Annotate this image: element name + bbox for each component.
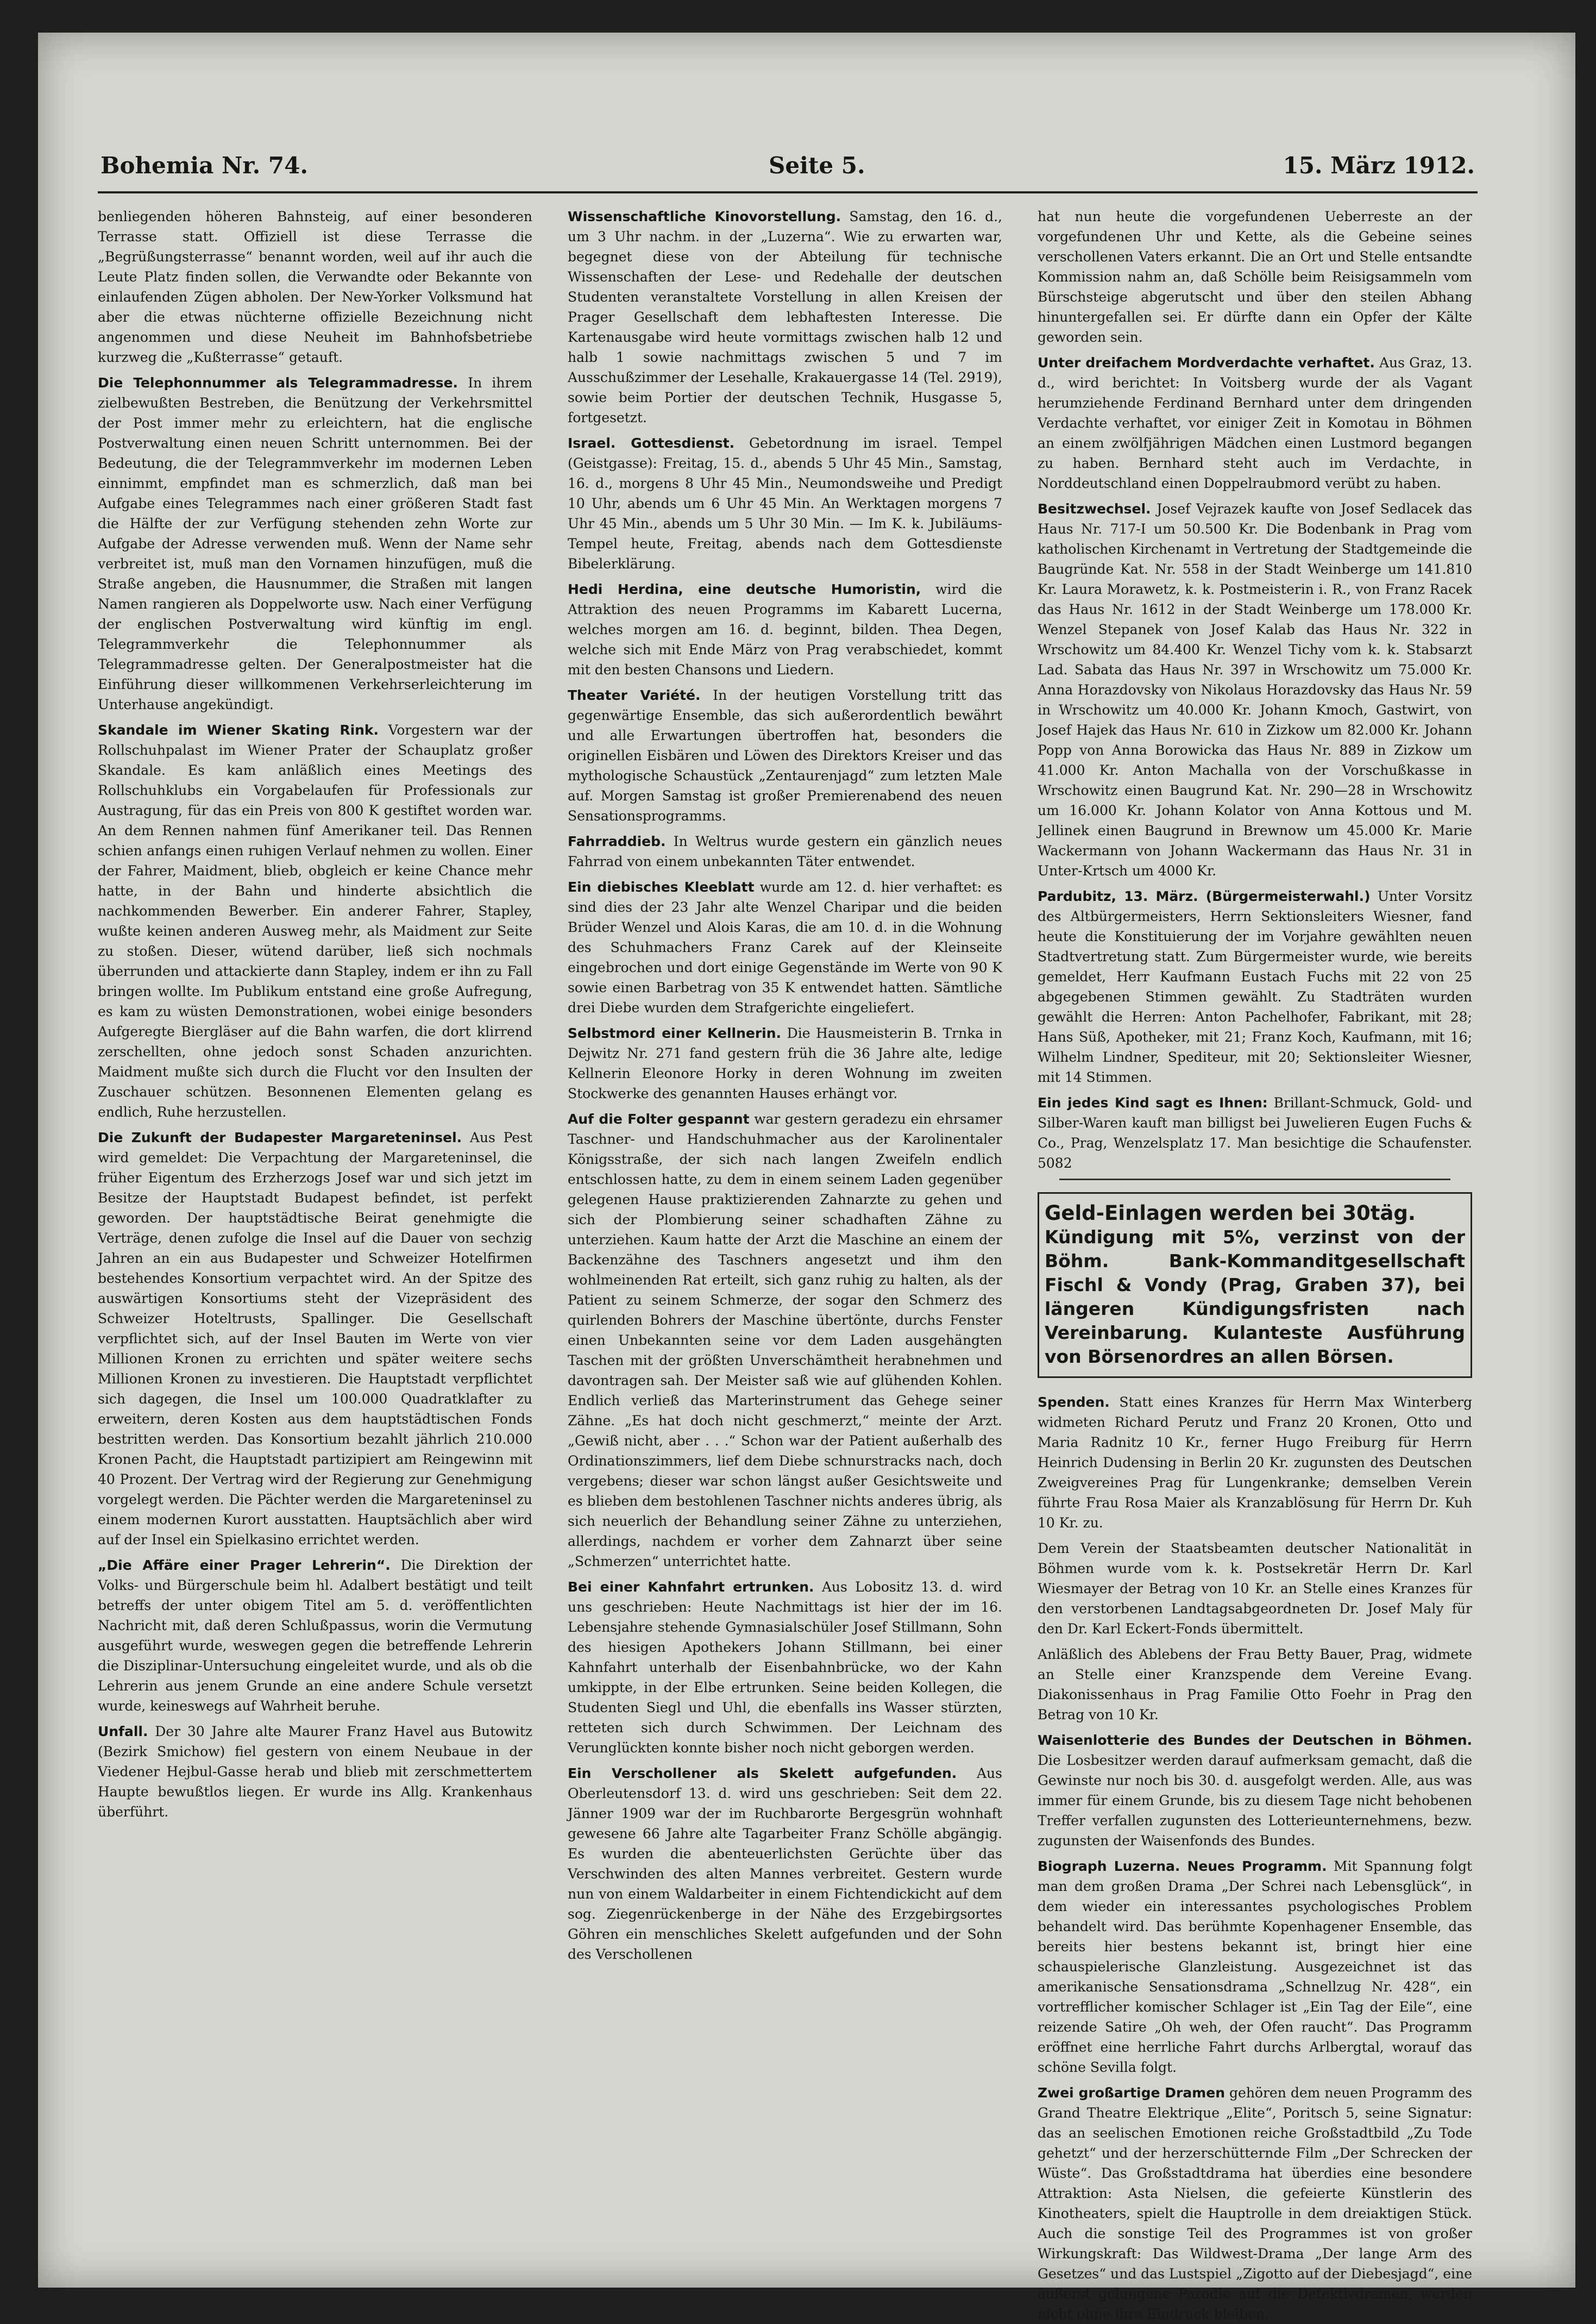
article-headline: „Die Affäre einer Prager Lehrerin“.: [98, 1557, 391, 1573]
article-text: Aus Graz, 13. d., wird berichtet: In Voitsberg wurde der als Vagant herumziehende Ferdinand Bernhard unter dem dringenden Verdachte verhaftet, vor einiger Zeit in Komotau in Böhmen an einem zwölfjährigen Mädchen einen Lustmord begangen zu haben. Bernhard steht auch im Verdachte, in Norddeutschland einen Doppelraubmord verübt zu haben.: [1038, 355, 1472, 491]
article-paragraph: [98, 1721, 532, 1822]
article-paragraph: [98, 1555, 532, 1716]
article-paragraph: [568, 685, 1002, 826]
article-text: In ihrem zielbewußten Bestreben, die Benützung der Verkehrsmittel der Post immer mehr zu erleichtern, hat die englische Postverwaltung einen neuen Schritt unternommen. Bei der Bedeutung, die der Telegrammverkehr im modernen Leben einnimmt, empfindet man es schmerzlich, daß man bei Aufgabe eines Telegrammes nach einer größeren Stadt fast die Hälfte der zur Verfügung stehenden zehn Worte zur Aufgabe der Adresse verwenden muß. Wenn der Name sehr verbreitet ist, muß man den Vornamen hinzufügen, muß die Straße angeben, die Hausnummer, die Straßen mit langen Namen rangieren als Doppelworte usw. Nach einer Verfügung der englischen Postverwaltung wird künftig im engl. Telegrammverkehr die Telephonnummer als Telegrammadresse gelten. Der Generalpostmeister hat die Einführung dieser willkommenen Verkehrserleichterung im Unterhause angekündigt.: [98, 375, 532, 712]
article-paragraph: [568, 831, 1002, 872]
article-paragraph: [98, 1127, 532, 1550]
article-text: In der heutigen Vorstellung tritt das gegenwärtige Ensemble, das sich außerordentlich bewährt und alle Erwartungen übertroffen hat, besonders die originellen Eisbären und Löwen des Direktors Kreiser und das mythologische Schaustück „Zentaurenjagd“ zum letzten Male auf. Morgen Samstag ist großer Premierenabend des neuen Sensationsprogramms.: [568, 687, 1002, 824]
article-paragraph: [1038, 353, 1472, 493]
advertisement-headline: Geld-Einlagen werden bei 30täg.: [1045, 1201, 1416, 1225]
article-text: wird die Attraktion des neuen Programms im Kabarett Lucerna, welches morgen am 16. d. beginnt, bilden. Thea Degen, welche sich mit Ende März von Prag verabschiedet, kommt mit den besten Chansons und Liedern.: [568, 581, 1002, 678]
article-headline: Die Zukunft der Budapester Margareteninsel.: [98, 1130, 462, 1145]
article-text: gehören dem neuen Programm des Grand Theatre Elektrique „Elite“, Poritsch 5, seine Signatur: das an seelischen Emotionen reiche Großstadtbild „Zu Tode gehetzt“ und der herzerschütternde Film „Der Schrecken der Wüste“. Das Großstadtdrama hat überdies eine besondere Attraktion: Asta Nielsen, die gefeierte Künstlerin des Kinotheaters, spielt die Hauptrolle in dem dreiaktigen Stück. Auch die sonstige Teil des Programmes ist von großer Wirkungskraft: Das Wildwest-Drama „Der lange Arm des Gesetzes“ und das Lustspiel „Zigotto auf der Diebesjagd“, eine äußerst gelungene Parodie auf die Detektivdramen, werden nicht ohne ihre Eindruck bleiben.: [1038, 2085, 1472, 2322]
article-text: Aus Lobositz 13. d. wird uns geschrieben: Heute Nachmittags ist hier der im 16. Lebensjahre stehende Gymnasialschüler Josef Stillmann, Sohn des hiesigen Apothekers Johann Stillmann, bei einer Kahnfahrt unterhalb der Eisenbahnbrücke, wo der Kahn umkippte, in der Elbe ertrunken. Seine beiden Kollegen, die Studenten Siegl und Uhl, die ebenfalls ins Wasser stürzten, retteten sich durch Schwimmen. Der Leichnam des Verunglückten konnte bisher noch nicht geborgen werden.: [568, 1579, 1002, 1756]
advertisement-text: Kündigung mit 5%, verzinst von der Böhm. Bank-Kommanditgesellschaft Fischl & Vondy (Prag, Graben 37), bei längeren Kündigungsfristen nach Vereinbarung. Kulanteste Ausführung von Börsenordres an allen Börsen.: [1045, 1226, 1465, 1367]
article-paragraph: [1038, 499, 1472, 881]
separator-rule: [1059, 1179, 1450, 1180]
article-text: Dem Verein der Staatsbeamten deutscher Nationalität in Böhmen wurde vom k. k. Postsekretär Herrn Dr. Karl Wiesmayer der Betrag von 10 Kr. an Stelle eines Kranzes für den verstorbenen Landtagsabgeordneten Dr. Josef Maly für den Dr. Karl Eckert-Fonds übermittelt.: [1038, 1540, 1472, 1637]
article-text: Die Losbesitzer werden darauf aufmerksam gemacht, daß die Gewinste nur noch bis 30. d. ausgefolgt werden. Alle, aus was immer für einem Grunde, bis zu diesem Tage nicht behobenen Treffer verfallen zugunsten des Lotterieunternehmens, bezw. zugunsten der Waisenfonds des Bundes.: [1038, 1752, 1472, 1849]
article-paragraph: [1038, 886, 1472, 1087]
article-text: Aus Oberleutensdorf 13. d. wird uns geschrieben: Seit dem 22. Jänner 1909 war der im Ruchbarorte Bergesgrün wohnhaft gewesene 66 Jahre alte Tagarbeiter Franz Schölle abgängig. Es wurden die abenteuerlichsten Gerüchte über das Verschwinden des alten Mannes verbreitet. Gestern wurde nun von einem Waldarbeiter in einem Fichtendickicht auf dem sog. Ziegenrückenberge in der Nähe des Erzgebirgsortes Göhren ein menschliches Skelett aufgefunden und der Sohn des Verschollenen: [568, 1765, 1002, 1962]
article-headline: Theater Variété.: [568, 687, 701, 703]
article-paragraph: [1038, 1093, 1472, 1173]
article-paragraph: [98, 720, 532, 1122]
article-paragraph: [568, 1577, 1002, 1758]
article-paragraph: [1038, 1730, 1472, 1851]
article-text: Brillant-Schmuck, Gold- und Silber-Waren kauft man billigst bei Juwelieren Eugen Fuchs & Co., Prag, Wenzelsplatz 17. Man besichtige die Schaufenster. 5082: [1038, 1095, 1473, 1171]
newspaper-page: [38, 33, 1575, 2322]
article-paragraph: [98, 206, 532, 367]
article-headline: Selbstmord einer Kellnerin.: [568, 1025, 782, 1041]
article-paragraph: [1038, 206, 1472, 347]
article-headline: Ein jedes Kind sagt es Ihnen:: [1038, 1095, 1268, 1111]
article-headline: Ein diebisches Kleeblatt: [568, 879, 755, 895]
article-headline: Spenden.: [1038, 1394, 1110, 1410]
article-paragraph: [1038, 1392, 1472, 1533]
article-paragraph: [98, 373, 532, 715]
article-headline: Waisenlotterie des Bundes der Deutschen in Böhmen.: [1038, 1732, 1472, 1748]
column-1: [98, 206, 532, 2163]
header-rule: [98, 191, 1478, 193]
bank-advertisement-box: [1038, 1192, 1472, 1378]
article-paragraph: [568, 206, 1002, 428]
article-text: Josef Vejrazek kaufte von Josef Sedlacek das Haus Nr. 717-I um 50.500 Kr. Die Bodenbank in Prag vom katholischen Kirchenamt in Vertretung der Stadtgemeinde die Baugründe Kat. Nr. 558 in der Stadt Weinberge um 141.810 Kr. Laura Morawetz, k. k. Postmeisterin i. R., von Franz Racek das Haus Nr. 1612 in der Stadt Weinberge um 178.000 Kr. Wenzel Stepanek von Josef Kalab das Haus Nr. 322 in Wrschowitz um 84.400 Kr. Wenzel Tichy vom k. k. Stabsarzt Lad. Sabata das Haus Nr. 397 in Wrschowitz um 75.000 Kr. Anna Horazdovsky von Nikolaus Horazdovsky das Haus Nr. 59 in Wrschowitz um 40.000 Kr. Johann Kmoch, Gastwirt, von Josef Hajek das Haus Nr. 610 in Zizkow um 82.000 Kr. Johann Popp von Anna Borowicka das Haus Nr. 889 in Zizkow um 41.000 Kr. Anton Machalla von der Vorschußkasse in Wrschowitz einen Baugrund Kat. Nr. 290—28 in Wrschowitz um 16.000 Kr. Johann Kolator von Anna Kottous und M. Jellinek einen Baugrund in Brewnow um 45.000 Kr. Marie Wackermann von Johann Wackermann das Haus Nr. 31 in Unter-Krtsch um 4000 Kr.: [1038, 501, 1472, 879]
article-paragraph: [1038, 1856, 1472, 2077]
article-text: hat nun heute die vorgefundenen Ueberreste an der vorgefundenen Uhr und Kette, als die Gebeine seines verschollenen Vaters erkannt. Die an Ort und Stelle entsandte Kommission nahm an, daß Schölle beim Reisigsammeln vom Bürschsteige abgerutscht und über den steilen Abhang hinuntergefallen sei. Er dürfte dann ein Opfer der Kälte geworden sein.: [1038, 209, 1472, 345]
article-paragraph: [1038, 2083, 1472, 2324]
article-text: war gestern geradezu ein ehrsamer Taschner- und Handschuhmacher aus der Karolinentaler Königsstraße, der sich nach langen Zweifeln endlich entschlossen hatte, zu dem in einem seinem Laden gegenüber gelegenen Hause praktizierenden Zahnarzte zu gehen und sich der Plombierung seiner schadhaften Zähne zu unterziehen. Kaum hatte der Arzt die Maschine an einem der Backenzähne des Taschners angesetzt und ihm den wohlmeinenden Rat erteilt, sich ganz ruhig zu halten, als der Patient zu seinem Schmerze, der sogar den Schmerz des quirlenden Bohrers der Maschine übertönte, durchs Fenster einen Unbekannten seine vor dem Laden ausgehängten Taschen mit der größten Unverschämtheit herabnehmen und davontragen sah. Der Meister saß wie auf glühenden Kohlen. Endlich verließ das Marterinstrument das Gehege seiner Zähne. „Es hat doch nicht geschmerzt,“ meinte der Arzt. „Gewiß nicht, aber . . .“ Schon war der Patient außerhalb des Ordinationszimmers, lief dem Diebe schnurstracks nach, doch vergebens; dieser war schon längst außer Gesichtsweite und es blieben dem bestohlenen Taschner nichts anderes übrig, als sich neuerlich der Behandlung seiner Zähne zu unterziehen, allerdings, nachdem er vorher dem Zahnarzt über seine „Schmerzen“ unterrichtet hatte.: [568, 1111, 1002, 1569]
article-headline: Pardubitz, 13. März. (Bürgermeisterwahl.): [1038, 888, 1371, 904]
article-paragraph: [568, 579, 1002, 680]
article-text: benliegenden höheren Bahnsteig, auf einer besonderen Terrasse statt. Offiziell ist diese Terrasse die „Begrüßungsterrasse“ benannt worden, weil auf ihr auch die Leute Platz finden sollen, die Verwandte oder Bekannte von einlaufenden Zügen abholen. Der New-Yorker Volksmund hat aber die etwas nüchterne offizielle Bezeichnung nicht angenommen und diese Neuheit im Bahnhofsbetriebe kurzweg die „Kußterrasse“ getauft.: [98, 209, 532, 365]
column-2: [568, 206, 1002, 2163]
article-text: Statt eines Kranzes für Herrn Max Winterberg widmeten Richard Perutz und Franz 20 Kronen, Otto und Maria Radnitz 10 Kr., ferner Hugo Freiburg für Herrn Heinrich Dudensing in Berlin 20 Kr. zugunsten des Deutschen Zweigvereines Prag für Lungenkranke; demselben Verein führte Frau Rosa Maier als Kranzablösung für Herrn Dr. Kuh 10 Kr. zu.: [1038, 1394, 1472, 1531]
article-headline: Israel. Gottesdienst.: [568, 435, 735, 451]
article-text: Anläßlich des Ablebens der Frau Betty Bauer, Prag, widmete an Stelle einer Kranzspende dem Vereine Evang. Diakonissenhaus in Prag Familie Otto Foehr in Prag den Betrag von 10 Kr.: [1038, 1646, 1472, 1722]
article-headline: Ein Verschollener als Skelett aufgefunden.: [568, 1765, 957, 1781]
article-text: In Weltrus wurde gestern ein gänzlich neues Fahrrad von einem unbekannten Täter entwendet.: [568, 834, 1003, 869]
article-headline: Biograph Luzerna. Neues Programm.: [1038, 1858, 1327, 1874]
issue-date: 15. März 1912.: [1283, 152, 1475, 179]
article-text: Mit Spannung folgt man dem großen Drama „Der Schrei nach Lebensglück“, in dem wieder ein interessantes psychologisches Problem behandelt wird. Das berühmte Kopenhagener Ensemble, das bereits hier bestens bekannt ist, bringt hier eine schauspielerische Glanzleistung. Ausgezeichnet ist das amerikanische Sensationsdrama „Schnellzug Nr. 428“, ein vortrefflicher komischer Schlager ist „Ein Tag der Eile“, eine reizende Satire „Oh weh, der Ofen raucht“. Das Programm eröffnet eine herrliche Fahrt durchs Arlbergtal, worauf das schöne Sevilla folgt.: [1038, 1858, 1472, 2075]
article-headline: Wissenschaftliche Kinovorstellung.: [568, 209, 841, 224]
article-headline: Skandale im Wiener Skating Rink.: [98, 722, 379, 738]
article-paragraph: [568, 877, 1002, 1018]
article-paragraph: [1038, 1644, 1472, 1725]
article-headline: Unter dreifachem Mordverdachte verhaftet.: [1038, 355, 1375, 371]
article-headline: Besitzwechsel.: [1038, 501, 1151, 517]
article-text: Gebetordnung im israel. Tempel (Geistgasse): Freitag, 15. d., abends 5 Uhr 45 Min., Samstag, 16. d., morgens 8 Uhr 45 Min., Neumondsweihe und Predigt 10 Uhr, abends um 6 Uhr 45 Min. An Werktagen morgens 7 Uhr 45 Min., abends um 5 Uhr 30 Min. — Im K. k. Jubiläums-Tempel heute, Freitag, abends nach dem Gottesdienste Bibelerklärung.: [568, 435, 1002, 572]
article-paragraph: [1038, 1538, 1472, 1639]
article-paragraph: [568, 1109, 1002, 1571]
article-headline: Fahrraddieb.: [568, 834, 666, 849]
page-header: [100, 152, 1475, 185]
column-3: [1038, 206, 1473, 2322]
article-text: Unter Vorsitz des Altbürgermeisters, Herrn Sektionsleiters Wiesner, fand heute die Konstituierung der im Vorjahre gewählten neuen Stadtvertretung statt. Zum Bürgermeister wurde, wie bereits gemeldet, Herr Kaufmann Eustach Fuchs mit 22 von 25 abgegebenen Stimmen gewählt. Zu Stadträten wurden gewählt die Herren: Anton Pachelhofer, Fabrikant, mit 28; Hans Süß, Apotheker, mit 21; Franz Koch, Kaufmann, mit 16; Wilhelm Lindner, Spediteur, mit 20; Sektionsleiter Wiesner, mit 14 Stimmen.: [1038, 888, 1473, 1085]
article-paragraph: [568, 433, 1002, 574]
article-text: Aus Pest wird gemeldet: Die Verpachtung der Margareteninsel, die früher Eigentum des Erzherzogs Josef war und sich jetzt im Besitze der Hauptstadt Budapest befindet, ist perfekt geworden. Der hauptstädtische Beirat genehmigte die Verträge, denen zufolge die Insel auf die Dauer von sechzig Jahren an ein aus Budapester und Schweizer Hotelfirmen bestehendes Konsortium verpachtet wird. An der Spitze des auswärtigen Konsortiums steht der Vizepräsident des Schweizer Hoteltrusts, Spallinger. Die Gesellschaft verpflichtet sich, auf der Insel Bauten im Werte von vier Millionen Kronen zu errichten und später weitere sechs Millionen Kronen zu investieren. Die Hauptstadt verpflichtet sich dagegen, die Insel um 100.000 Quadratklafter zu erweitern, deren Kosten aus dem hauptstädtischen Fonds bestritten werden. Das Konsortium bezahlt jährlich 210.000 Kronen Pacht, die Hauptstadt partizipiert am Reingewinn mit 40 Prozent. Der Vertrag wird der Regierung zur Genehmigung vorgelegt werden. Die Pächter werden die Margareteninsel zu einem modernen Kurort ausstatten. Hauptsächlich aber wird auf der Insel ein Spielkasino errichtet werden.: [98, 1130, 532, 1548]
article-headline: Die Telephonnummer als Telegrammadresse.: [98, 375, 458, 391]
page-number: Seite 5.: [769, 152, 865, 179]
article-text: Die Hausmeisterin B. Trnka in Dejwitz Nr. 271 fand gestern früh die 36 Jahre alte, ledige Kellnerin Eleonore Horky in deren Wohnung im zweiten Stockwerke des genannten Hauses erhängt vor.: [568, 1025, 1002, 1101]
article-text: Der 30 Jahre alte Maurer Franz Havel aus Butowitz (Bezirk Smichow) fiel gestern von einem Neubaue in der Viedener Hejbul-Gasse herab und blieb mit zerschmettertem Haupte bewußtlos liegen. Er wurde ins Allg. Krankenhaus überführt.: [98, 1724, 532, 1820]
article-headline: Unfall.: [98, 1724, 148, 1739]
article-headline: Auf die Folter gespannt: [568, 1111, 750, 1127]
article-headline: Hedi Herdina, eine deutsche Humoristin,: [568, 581, 921, 597]
article-paragraph: [568, 1763, 1002, 1964]
article-text: Die Direktion der Volks- und Bürgerschule beim hl. Adalbert bestätigt und teilt betreffs der unter obigem Titel am 5. d. veröffentlichten Nachricht mit, daß deren Schlußpassus, worin die Vermutung ausgeführt wurde, weswegen gegen die betreffende Lehrerin die Disziplinar-Untersuchung eingeleitet wurde, und als ob die Lehrerin aus jenem Grunde an eine andere Schule versetzt wurde, keineswegs auf Wahrheit beruhe.: [98, 1557, 532, 1714]
article-text: Vorgestern war der Rollschuhpalast im Wiener Prater der Schauplatz großer Skandale. Es kam anläßlich eines Meetings des Rollschuhklubs ein Vorgabelaufen für Professionals zur Austragung, für das ein Preis von 800 K gestiftet worden war. An dem Rennen nahmen fünf Amerikaner teil. Das Rennen schien anfangs einen ruhigen Verlauf nehmen zu wollen. Einer der Fahrer, Maidment, blieb, obgleich er keine Chance mehr hatte, in der Bahn und hinderte absichtlich die nachkommenden Bewerber. Ein anderer Fahrer, Stapley, wußte keinen anderen Ausweg mehr, als Maidment zur Seite zu stoßen. Dieser, wütend darüber, ließ sich nochmals überrunden und attackierte dann Stapley, indem er ihn zu Fall bringen wollte. Im Publikum entstand eine große Aufregung, es kam zu wüsten Demonstrationen, wobei einige besonders Aufgeregte Biergläser auf die Bahn warfen, die dort klirrend zerschellten, ohne jedoch sonst Schaden anzurichten. Maidment mußte sich durch die Flucht vor den Insulten der Zuschauer schützen. Besonnenen Elementen gelang es endlich, Ruhe herzustellen.: [98, 722, 532, 1120]
article-paragraph: [568, 1023, 1002, 1104]
issue-number: Bohemia Nr. 74.: [100, 152, 308, 179]
article-headline: Bei einer Kahnfahrt ertrunken.: [568, 1579, 814, 1595]
article-text: wurde am 12. d. hier verhaftet: es sind dies der 23 Jahr alte Wenzel Charipar und die beiden Brüder Wenzel und Alois Karas, die am 10. d. in die Wohnung des Schuhmachers Franz Carek auf der Kleinseite eingebrochen und dort einige Gegenstände im Werte von 90 K sowie einen Barbetrag von 35 K entwendet hatten. Sämtliche drei Diebe wurden dem Strafgerichte eingeliefert.: [568, 879, 1002, 1016]
article-text: Samstag, den 16. d., um 3 Uhr nachm. in der „Luzerna“. Wie zu erwarten war, begegnet diese von der Abteilung für technische Wissenschaften der Lese- und Redehalle der deutschen Studenten veranstaltete Vorstellung in allen Kreisen der Prager Gesellschaft dem lebhaftesten Interesse. Die Kartenausgabe wird heute vormittags zwischen halb 12 und halb 1 sowie nachmittags zwischen 5 und 7 im Ausschußzimmer der Lesehalle, Krakauergasse 14 (Tel. 2919), sowie beim Portier der deutschen Technik, Husgasse 5, fortgesetzt.: [568, 209, 1002, 425]
article-headline: Zwei großartige Dramen: [1038, 2085, 1225, 2101]
